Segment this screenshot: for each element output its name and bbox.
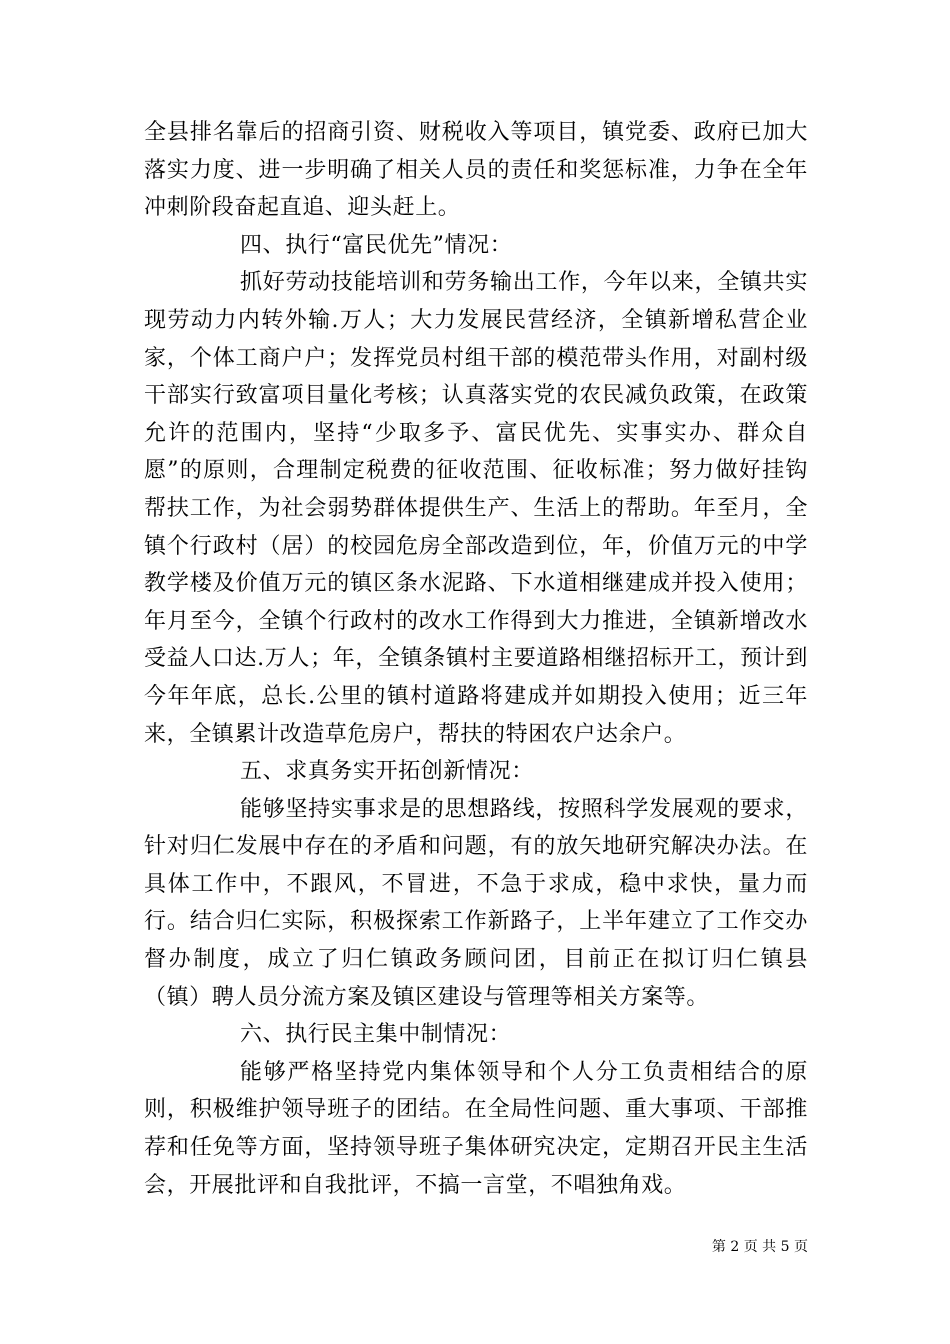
page-number-footer: 第 2 页 共 5 页 bbox=[711, 1239, 808, 1255]
document-body bbox=[144, 114, 808, 1204]
paragraph-section-5: 能够坚持实事求是的思想路线，按照科学发展观的要求，针对归仁发展中存在的矛盾和问题，有的放矢地研究解决办法。在具体工作中，不跟风，不冒进，不急于求成，稳中求快，量力而行。结合归仁实际，积极探索工作新路子，上半年建立了工作交办督办制度，成立了归仁镇政务顾问团，目前正在拟订归仁镇县（镇）聘人员分流方案及镇区建设与管理等相关方案等。 bbox=[144, 796, 808, 1010]
paragraph-section-6: 能够严格坚持党内集体领导和个人分工负责相结合的原则，积极维护领导班子的团结。在全局性问题、重大事项、干部推荐和任免等方面，坚持领导班子集体研究决定，定期召开民主生活会，开展批评和自我批评，不搞一言堂，不唱独角戏。 bbox=[144, 1059, 808, 1198]
paragraph-continuation: 全县排名靠后的招商引资、财税收入等项目，镇党委、政府已加大落实力度、进一步明确了相关人员的责任和奖惩标准，力争在全年冲刺阶段奋起直追、迎头赶上。 bbox=[144, 120, 808, 221]
paragraph-section-4: 抓好劳动技能培训和劳务输出工作，今年以来，全镇共实现劳动力内转外输.万人；大力发展民营经济，全镇新增私营企业家，个体工商户户；发挥党员村组干部的模范带头作用，对副村级干部实行致富项目量化考核；认真落实党的农民减负政策，在政策允许的范围内，坚持“少取多予、富民优先、实事实办、群众自愿”的原则，合理制定税费的征收范围、征收标准；努力做好挂钩帮扶工作，为社会弱势群体提供生产、生活上的帮助。年至月，全镇个行政村（居）的校园危房全部改造到位，年，价值万元的中学教学楼及价值万元的镇区条水泥路、下水道相继建成并投入使用；年月至今，全镇个行政村的改水工作得到大力推进，全镇新增改水受益人口达.万人；年，全镇条镇村主要道路相继招标开工，预计到今年年底，总长.公里的镇村道路将建成并如期投入使用；近三年来，全镇累计改造草危房户，帮扶的特困农户达余户。 bbox=[144, 270, 808, 747]
section-heading-4: 四、执行“富民优先”情况： bbox=[240, 232, 513, 258]
section-heading-5: 五、求真务实开拓创新情况： bbox=[240, 759, 534, 785]
section-heading-6: 六、执行民主集中制情况： bbox=[240, 1022, 512, 1048]
